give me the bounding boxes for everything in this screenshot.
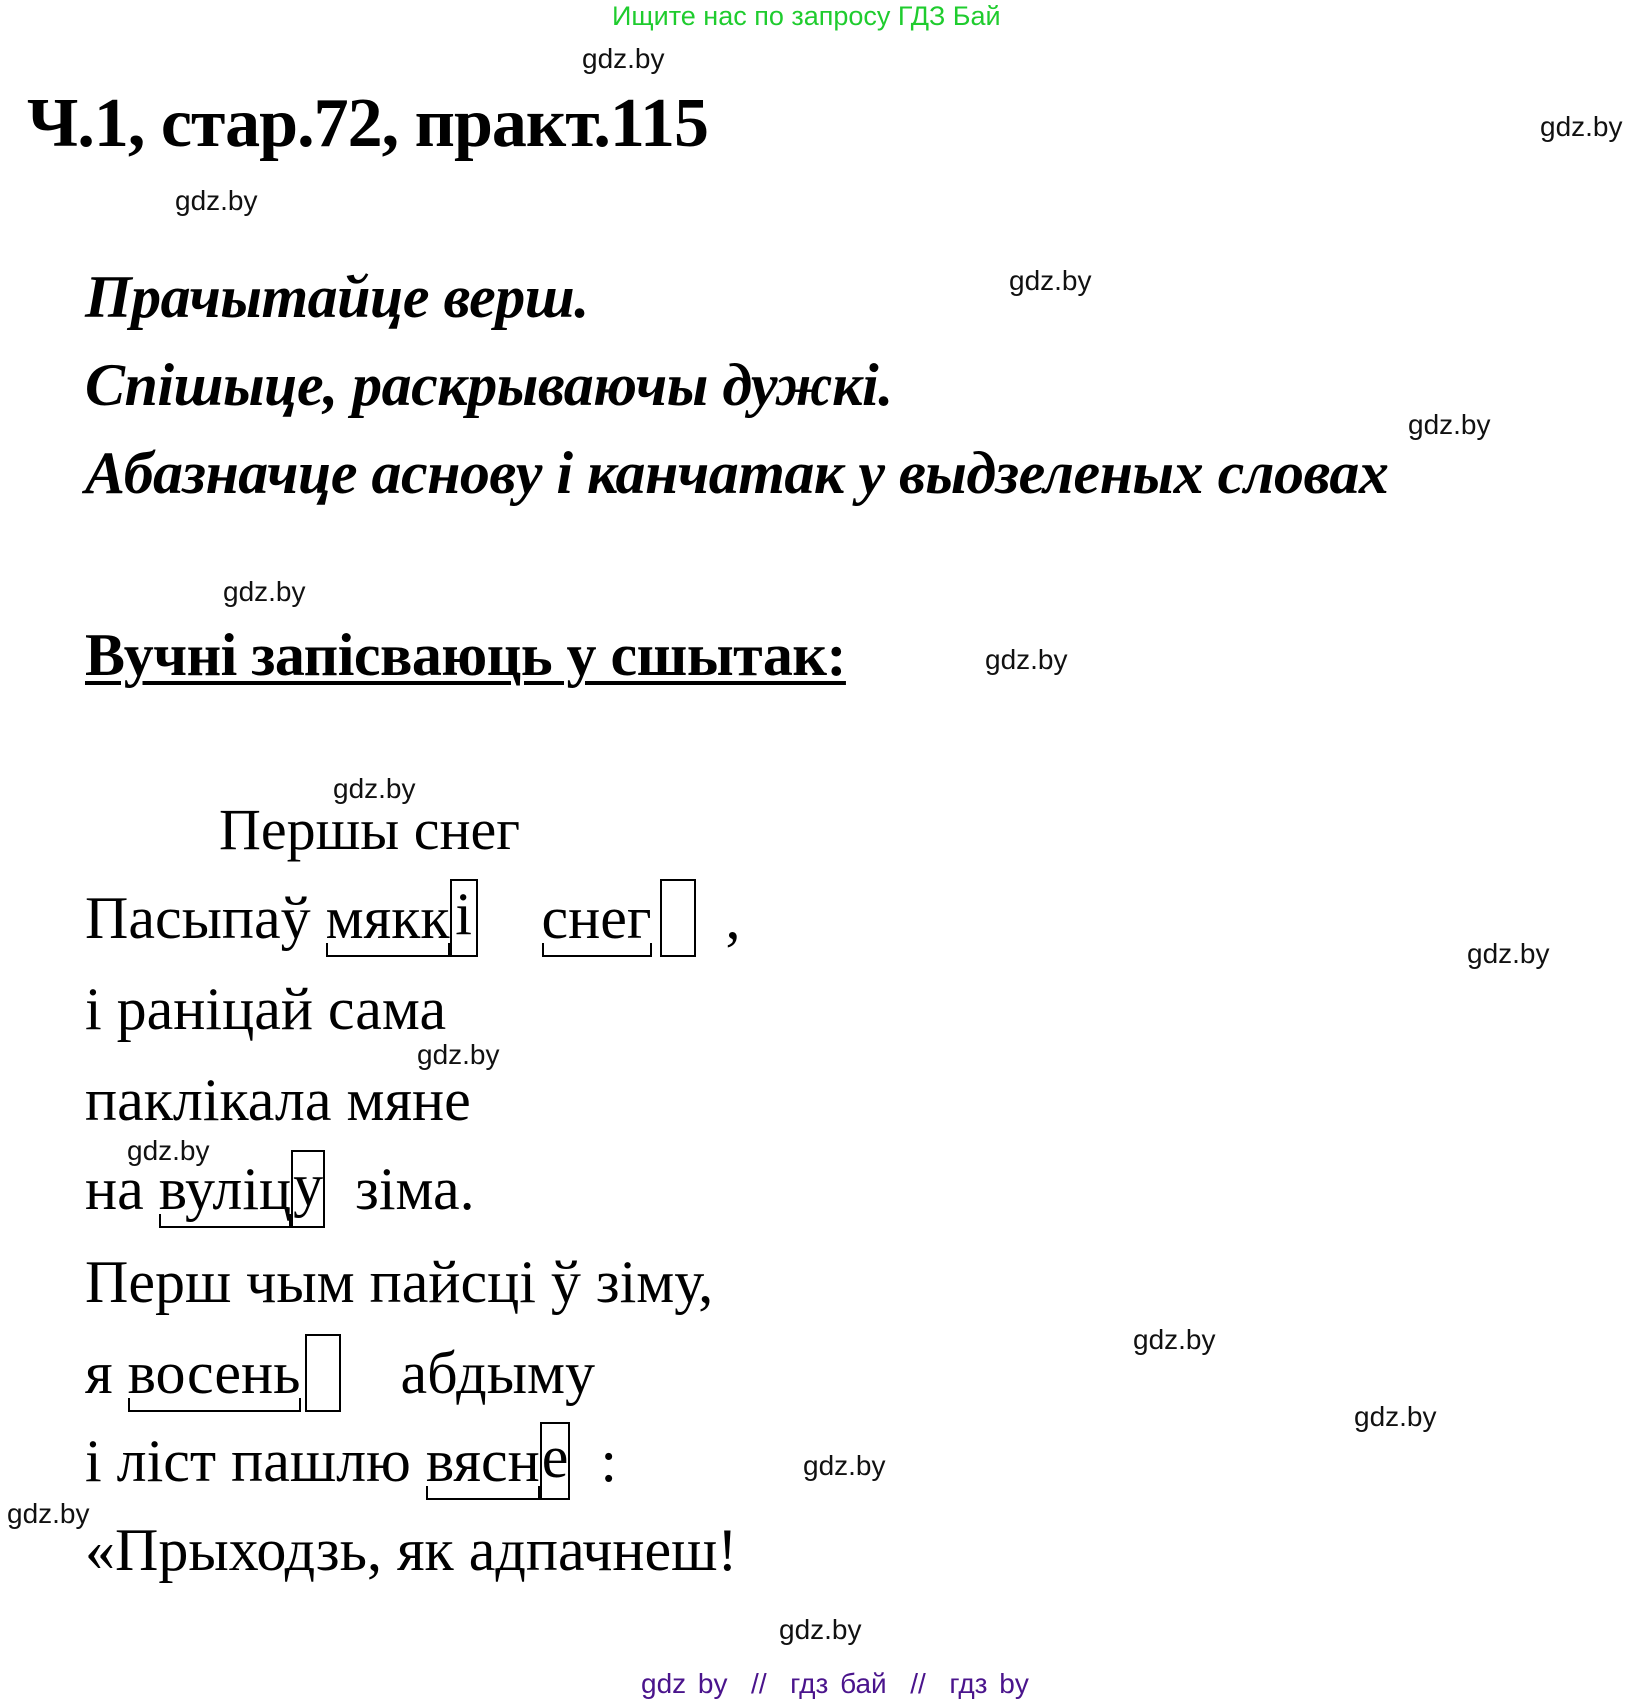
watermark: gdz.by	[1354, 1401, 1437, 1432]
poem-text: Пасыпаў	[85, 885, 326, 951]
word-stem: вясн	[425, 1428, 540, 1494]
word-ending: і	[450, 879, 478, 957]
watermark: gdz.by	[1408, 409, 1491, 440]
word-stem: восень	[127, 1340, 301, 1406]
poem-text: ,	[695, 885, 741, 951]
watermark: gdz.by	[127, 1135, 210, 1166]
watermark: gdz.by	[1467, 938, 1550, 969]
poem-text: на	[85, 1156, 159, 1222]
poem-line	[85, 1340, 595, 1412]
instruction-line: Абазначце аснову і канчатак у выдзеленых словах	[85, 440, 1389, 506]
poem-text: і ліст пашлю	[85, 1428, 426, 1494]
watermark: gdz.by	[985, 644, 1068, 675]
watermark: gdz.by	[803, 1450, 886, 1481]
watermark: gdz.by	[7, 1498, 90, 1529]
word-ending	[660, 879, 696, 957]
poem-text: я	[85, 1340, 128, 1406]
promo-banner: Ищите нас по запросу ГДЗ Бай	[612, 1, 1001, 31]
watermark: gdz.by	[417, 1039, 500, 1070]
word-stem: снег	[541, 885, 652, 951]
poem-line	[85, 1152, 475, 1228]
watermark: gdz.by	[333, 773, 416, 804]
section-heading: Вучні запісваюць у сшытак:	[85, 622, 846, 688]
poem-line	[85, 1424, 618, 1500]
footer-links: gdz by // гдз бай // гдз by	[641, 1668, 1029, 1699]
word-ending	[305, 1334, 341, 1412]
poem-line: паклікала мяне	[85, 1067, 471, 1133]
poem-line: Перш чым пайсці ў зіму,	[85, 1249, 714, 1315]
word-ending: е	[540, 1422, 571, 1500]
instruction-line: Прачытайце верш.	[85, 264, 589, 330]
word-ending: у	[291, 1150, 325, 1228]
word-stem: мякк	[325, 885, 450, 951]
watermark: gdz.by	[175, 185, 258, 216]
watermark: gdz.by	[582, 43, 665, 74]
poem-text: абдыму	[340, 1340, 595, 1406]
watermark: gdz.by	[223, 576, 306, 607]
watermark: gdz.by	[1133, 1324, 1216, 1355]
watermark: gdz.by	[779, 1614, 862, 1645]
poem-line: «Прыходзь, як адпачнеш!	[85, 1517, 738, 1583]
page-title: Ч.1, стар.72, практ.115	[27, 85, 708, 162]
poem-text: :	[570, 1428, 618, 1494]
instruction-line: Спішыце, раскрываючы дужкі.	[85, 352, 893, 418]
poem-text: зіма.	[325, 1156, 475, 1222]
watermark: gdz.by	[1540, 111, 1623, 142]
poem-line: і раніцай сама	[85, 976, 447, 1042]
poem-line	[85, 881, 741, 957]
word-stem: вуліц	[158, 1156, 292, 1222]
watermark: gdz.by	[1009, 265, 1092, 296]
poem-title: Першы снег	[219, 797, 521, 862]
